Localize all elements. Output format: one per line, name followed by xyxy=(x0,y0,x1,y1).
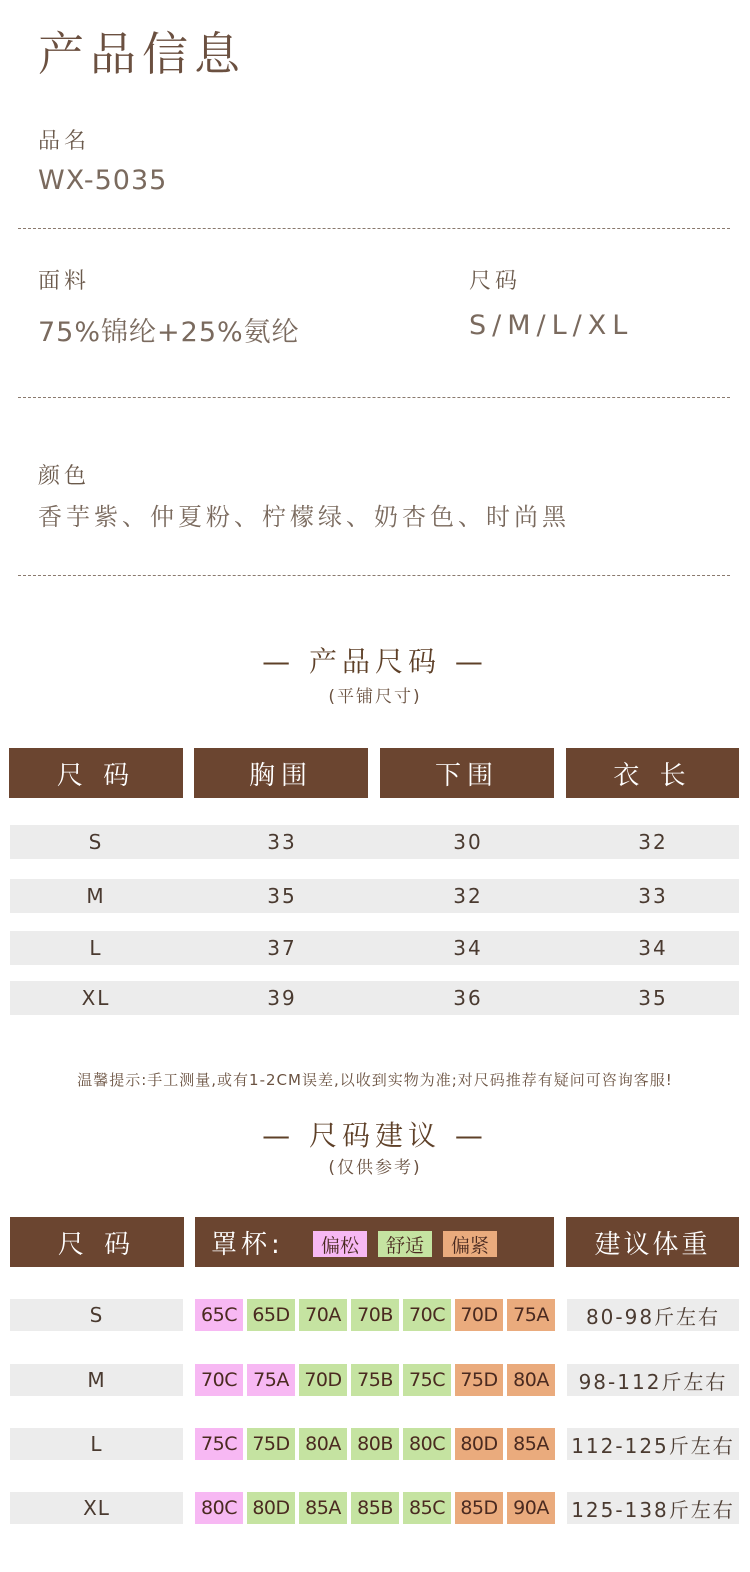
cup-chip: 80A xyxy=(507,1364,555,1396)
cell-length: 35 xyxy=(638,986,668,1010)
cell-underbust: 30 xyxy=(453,830,483,854)
page-title: 产品信息 xyxy=(38,27,246,81)
divider xyxy=(18,575,730,576)
cell-underbust: 34 xyxy=(453,936,483,960)
cup-chip: 70C xyxy=(195,1364,243,1396)
cell-underbust: 36 xyxy=(453,986,483,1010)
suggest-subtitle: (仅供参考) xyxy=(328,1158,422,1178)
table-row xyxy=(10,931,739,965)
suggest-weight: 125-138斤左右 xyxy=(567,1492,739,1524)
suggest-weight: 80-98斤左右 xyxy=(567,1299,739,1331)
suggest-size: XL xyxy=(10,1492,183,1524)
table-row xyxy=(10,825,739,859)
cup-chip: 75D xyxy=(455,1364,503,1396)
cup-chip: 75B xyxy=(351,1364,399,1396)
fabric-label: 面料 xyxy=(38,269,91,294)
cell-bust: 35 xyxy=(267,884,297,908)
cup-chip: 90A xyxy=(507,1492,555,1524)
suggest-header-cup xyxy=(195,1217,554,1267)
size-chart-title: — 产品尺码 — xyxy=(262,645,488,678)
cell-length: 34 xyxy=(638,936,668,960)
cup-chip: 80C xyxy=(403,1428,451,1460)
color-label: 颜色 xyxy=(38,464,91,489)
size-chart-header-bust: 胸围 xyxy=(194,748,368,798)
size-value: S/M/L/XL xyxy=(469,310,634,341)
color-value: 香芋紫、仲夏粉、柠檬绿、奶杏色、时尚黑 xyxy=(38,503,570,531)
cup-chip: 65C xyxy=(195,1299,243,1331)
legend-tight: 偏紧 xyxy=(443,1231,497,1257)
cup-chip: 75C xyxy=(195,1428,243,1460)
cup-header-label: 罩杯: xyxy=(211,1229,284,1260)
cup-chip: 70D xyxy=(299,1364,347,1396)
size-chart-header-size: 尺 码 xyxy=(9,748,183,798)
name-value: WX-5035 xyxy=(38,165,168,196)
cup-chip: 85D xyxy=(455,1492,503,1524)
legend-fit: 舒适 xyxy=(378,1231,432,1257)
divider xyxy=(18,397,730,398)
cell-size: L xyxy=(89,936,103,960)
suggest-weight: 112-125斤左右 xyxy=(567,1428,739,1460)
cell-length: 32 xyxy=(638,830,668,854)
suggest-size: M xyxy=(10,1364,183,1396)
cell-size: S xyxy=(88,830,104,854)
cell-bust: 39 xyxy=(267,986,297,1010)
cell-bust: 33 xyxy=(267,830,297,854)
cup-chip: 70D xyxy=(455,1299,503,1331)
cell-bust: 37 xyxy=(267,936,297,960)
cup-chip: 80B xyxy=(351,1428,399,1460)
cup-chip: 75A xyxy=(247,1364,295,1396)
cup-chip: 80C xyxy=(195,1492,243,1524)
suggest-header-weight: 建议体重 xyxy=(566,1217,739,1267)
suggest-weight: 98-112斤左右 xyxy=(567,1364,739,1396)
measurement-tip: 温馨提示:手工测量,或有1-2CM误差,以收到实物为准;对尺码推荐有疑问可咨询客服! xyxy=(77,1071,673,1089)
suggest-title: — 尺码建议 — xyxy=(262,1119,488,1152)
size-chart-subtitle: (平铺尺寸) xyxy=(328,687,422,707)
cell-size: M xyxy=(86,884,106,908)
size-label: 尺码 xyxy=(469,269,522,294)
cup-chip: 80A xyxy=(299,1428,347,1460)
cup-chip: 70A xyxy=(299,1299,347,1331)
cup-chip: 75D xyxy=(247,1428,295,1460)
name-label: 品名 xyxy=(38,129,91,154)
suggest-size: S xyxy=(10,1299,183,1331)
table-row xyxy=(10,981,739,1015)
cup-chip: 85A xyxy=(299,1492,347,1524)
cup-chip: 70B xyxy=(351,1299,399,1331)
size-chart-header-underbust: 下围 xyxy=(380,748,554,798)
cup-chip: 75C xyxy=(403,1364,451,1396)
cell-size: XL xyxy=(81,986,111,1010)
cup-chip: 85C xyxy=(403,1492,451,1524)
cup-chip: 65D xyxy=(247,1299,295,1331)
size-chart-header-length: 衣 长 xyxy=(566,748,739,798)
cell-underbust: 32 xyxy=(453,884,483,908)
cup-chip: 85B xyxy=(351,1492,399,1524)
suggest-header-size: 尺 码 xyxy=(10,1217,184,1267)
cup-chip: 80D xyxy=(247,1492,295,1524)
divider xyxy=(18,228,730,229)
cell-length: 33 xyxy=(638,884,668,908)
legend-loose: 偏松 xyxy=(313,1231,367,1257)
cup-chip: 80D xyxy=(455,1428,503,1460)
cup-chip: 85A xyxy=(507,1428,555,1460)
cup-chip: 75A xyxy=(507,1299,555,1331)
table-row xyxy=(10,879,739,913)
suggest-size: L xyxy=(10,1428,183,1460)
fabric-value: 75%锦纶+25%氨纶 xyxy=(38,317,300,348)
cup-chip: 70C xyxy=(403,1299,451,1331)
